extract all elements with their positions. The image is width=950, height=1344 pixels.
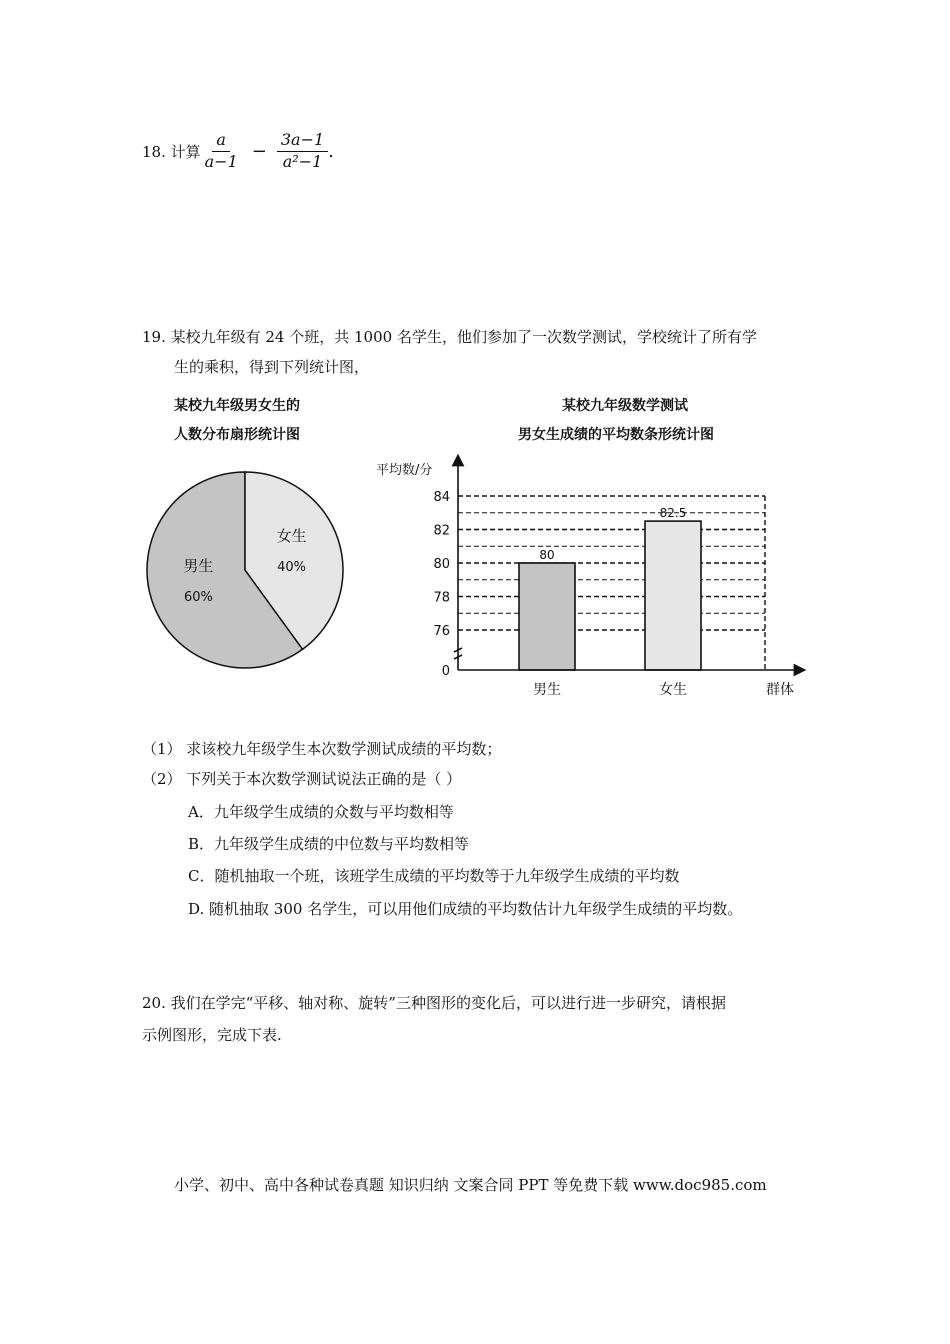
q19-line1: 19. 某校九年级有 24 个班，共 1000 名学生，他们参加了一次数学测试，学校统计了所有学: [142, 328, 757, 346]
sub-question-1: （1） 求该校九年级学生本次数学测试成绩的平均数；: [142, 740, 502, 758]
bar-chart: [370, 452, 810, 702]
bar-value-label: 80: [539, 548, 555, 562]
q18-end: .: [328, 140, 334, 162]
fraction-1-denominator: a−1: [204, 151, 238, 171]
y-tick-label: 84: [433, 490, 450, 505]
bar-title-line1: 某校九年级数学测试: [562, 398, 688, 414]
option-c: C．随机抽取一个班，该班学生成绩的平均数等于九年级学生成绩的平均数: [188, 867, 680, 885]
pie-slice-percent: 40%: [277, 559, 307, 575]
y-tick-label: 76: [433, 624, 450, 639]
question-18: [142, 126, 334, 176]
minus-sign: −: [251, 140, 267, 162]
x-category-label: 群体: [766, 682, 794, 698]
y-tick-label: 0: [441, 664, 450, 679]
pie-chart: [140, 465, 350, 675]
pie-title-line2: 人数分布扇形统计图: [174, 427, 300, 443]
fraction-1: [201, 129, 242, 171]
pie-slice-label: 男生: [183, 557, 214, 576]
bar-title-line2: 男女生成绩的平均数条形统计图: [518, 427, 714, 443]
y-axis-label: 平均数/分: [376, 463, 433, 478]
y-tick-label: 80: [433, 557, 450, 572]
y-tick-label: 78: [433, 590, 450, 606]
q19-line2: 生的乘积，得到下列统计图，: [174, 358, 370, 376]
fraction-1-numerator: a: [212, 132, 230, 152]
q20-line2: 示例图形，完成下表.: [142, 1026, 282, 1044]
footer-text: 小学、初中、高中各种试卷真题 知识归纳 文案合同 PPT 等免费下载 www.doc985.com: [174, 1176, 767, 1194]
pie-title-line1: 某校九年级男女生的: [174, 398, 300, 414]
fraction-2: [277, 129, 328, 171]
bar-boys: [519, 563, 575, 670]
y-tick-label: 82: [433, 523, 450, 539]
q20-line1: 20. 我们在学完“平移、轴对称、旋转”三种图形的变化后，可以进行进一步研究，请根据: [142, 994, 726, 1012]
fraction-2-denominator: a²−1: [282, 151, 323, 171]
option-b: B．九年级学生成绩的中位数与平均数相等: [188, 835, 470, 853]
pie-slice-label: 女生: [276, 526, 307, 545]
x-category-label: 男生: [533, 682, 561, 698]
option-a: A．九年级学生成绩的众数与平均数相等: [188, 803, 454, 821]
x-category-label: 女生: [659, 682, 687, 698]
option-d: D. 随机抽取 300 名学生，可以用他们成绩的平均数估计九年级学生成绩的平均数。: [188, 900, 743, 918]
q18-label: 18. 计算: [142, 142, 201, 161]
pie-slice-percent: 60%: [183, 590, 213, 606]
bar-girls: [645, 521, 701, 670]
sub-question-2: （2） 下列关于本次数学测试说法正确的是（ ）: [142, 770, 462, 788]
fraction-2-numerator: 3a−1: [277, 132, 328, 152]
bar-value-label: 82.5: [659, 506, 687, 521]
